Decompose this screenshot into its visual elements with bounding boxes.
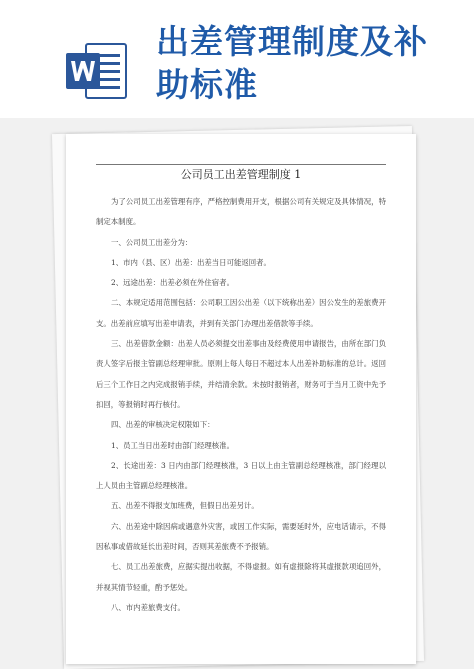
paragraph: 2、远途出差：出差必须在外住宿者。 xyxy=(111,278,234,288)
paragraph: 七、员工出差旅费，应据实提出收据，不得虚报。如有虚报除将其虚报款项追回外，并视其情节轻重，酌予惩处。 xyxy=(96,562,386,592)
paragraph: 五、出差不得报支加班费，但假日出差另计。 xyxy=(111,501,259,511)
paragraph: 三、出差借款金额：出差人员必须提交出差事由及经费使用申请报告，由所在部门负责人签字后报主管副总经理审批。原则上每人每日不超过本人出差补助标准的总计。返回后三个工作日之内完成报销手续，并结清余款。未按时报销者，财务可于当月工资中先予扣回，等报销时再行核付。 xyxy=(96,339,386,409)
document-body xyxy=(96,192,386,618)
paragraph: 1、员工当日出差时由部门经理核准。 xyxy=(111,440,234,450)
paragraph: 为了公司员工出差管理有序，严格控制费用开支，根据公司有关规定及具体情况，特制定本制度。 xyxy=(96,197,386,227)
header-banner xyxy=(0,0,474,118)
paragraph: 六、出差途中除因病或遇意外灾害，或因工作实际，需要延时外，应电话请示，不得因私事或借故延长出差时间，否则其差旅费不予报销。 xyxy=(96,521,386,552)
page-title: 出差管理制度及补助标准 xyxy=(156,22,428,104)
document-title: 公司员工出差管理制度 1 xyxy=(180,168,302,181)
paragraph: 四、出差的审核决定权限如下： xyxy=(111,420,215,430)
word-document-icon xyxy=(64,40,128,102)
paragraph: 一、公司员工出差分为： xyxy=(111,237,193,247)
paragraph: 二、本规定适用范围包括：公司职工因公出差（以下统称出差）因公发生的差旅费开支。出差前应填写出差申请表，并到有关部门办理出差借款等手续。 xyxy=(96,298,386,328)
document-preview xyxy=(0,118,474,669)
document-page xyxy=(66,134,416,664)
paragraph: 八、市内差旅费支付。 xyxy=(111,602,185,612)
paragraph: 2、长途出差：3 日内由部门经理核准，3 日以上由主管副总经理核准，部门经理以上人员由主管副总经理核准。 xyxy=(96,460,386,491)
paragraph: 1、市内（县、区）出差：出差当日可能返回者。 xyxy=(111,257,271,267)
header-rule xyxy=(96,164,386,165)
